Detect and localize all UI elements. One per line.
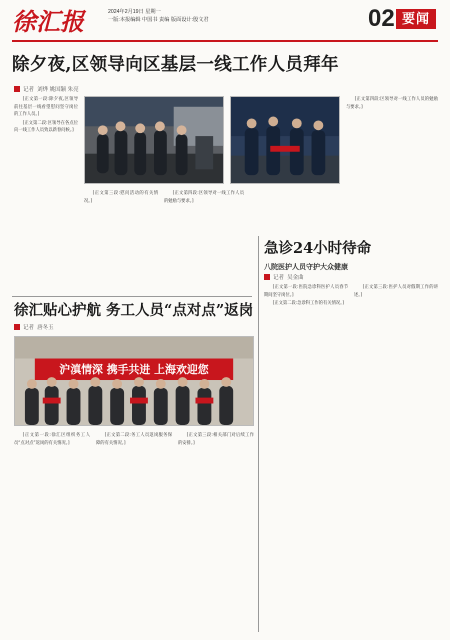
page-number: 02 [368,5,395,32]
article3-headline: 徐汇贴心护航 务工人员“点对点”返岗 [14,302,254,319]
byline-names: 吴金曲 [287,275,304,281]
article3-paragraph: [正文第二段:务工人员返岗服务保障的有关情况。] [96,433,172,446]
masthead [0,0,450,48]
byline-label: 记者 [23,87,35,93]
article1-paragraph: [正文第二段:区领导在各点位向一线工作人员致以新春问候。] [14,120,78,134]
editor-line: 一版:本报编辑 中国书 责编 版面设计:殷文君 [108,17,209,23]
article3-banner-text: 沪滇情深 携手共进 上海欢迎您 [59,363,209,377]
article1-byline [14,86,79,94]
byline-names: 唐冬玉 [37,325,54,331]
article1-text-col3 [164,190,244,292]
article1-paragraph: [正文第四段:区领导对一线工作人员的勉励与要求。] [346,97,438,110]
article3-photo [14,336,254,426]
article3-text-col3 [178,432,254,632]
svg-text:徐汇报: 徐汇报 [12,7,84,36]
article1-paragraph: [正文第四段:区领导对一线工作人员的勉励与要求。] [164,191,244,204]
article2-headline: 急诊24小时待命 [264,240,372,257]
section-divider [12,296,252,297]
section-label: 要闻 [396,9,436,29]
article3-byline [14,324,54,332]
byline-label: 记者 [273,275,285,281]
article3-paragraph: [正文第一段:徐汇区组织务工人员“点对点”返岗的有关情况。] [14,433,90,446]
byline-marker-icon [264,274,270,280]
article2-paragraph: [正文第一段:医院急诊科医护人员春节期间坚守岗位。] [264,285,348,298]
article2-paragraph: [正文第二段:急诊科工作的有关情况。] [272,301,344,307]
article1-text-col4 [346,96,438,232]
article2-paragraph: [正文第三段:医护人员对假期工作的讲述。] [354,285,438,298]
article1-paragraph: [正文第三段:慰问活动的有关情况。] [84,191,158,204]
article2-text-col2 [354,284,438,632]
masthead-rule [12,40,438,42]
article2-subtitle: 八院医护人员守护大众健康 [264,262,348,271]
article1-photo-2 [230,96,340,184]
byline-label: 记者 [23,325,35,331]
article1-headline: 除夕夜,区领导向区基层一线工作人员拜年 [12,55,339,75]
newspaper-logo [12,6,98,36]
byline-marker-icon [14,86,20,92]
article1-photo-1 [84,96,224,184]
byline-names: 刘烨 姚国颖 朱亮 [37,87,79,93]
article1-text-col1 [14,96,78,292]
article3-paragraph: [正文第三段:相关部门对后续工作的安排。] [178,433,254,446]
article2-text-col1 [264,284,348,632]
byline-marker-icon [14,324,20,330]
issue-date: 2024年2月19日 星期一 [108,9,161,15]
article1-text-col2 [84,190,158,292]
article2-byline [264,274,304,282]
article3-text-col2 [96,432,172,632]
article3-text-col1 [14,432,90,632]
date-block [108,8,209,24]
article1-paragraph: [正文第一段:除夕夜,区领导前往基层一线看望慰问坚守岗位的工作人员。] [14,97,78,118]
column-divider [258,236,259,632]
